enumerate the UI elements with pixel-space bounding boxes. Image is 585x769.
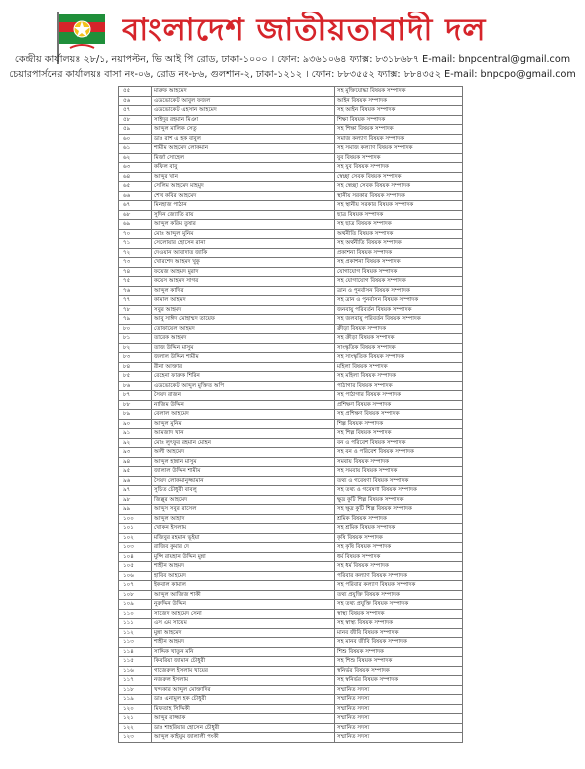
table-row bbox=[119, 647, 463, 657]
serial-number-cell: ১০৫ bbox=[119, 562, 152, 572]
member-name-cell: ডাঃ শাহরিয়ার হোসেন চৌধুরী bbox=[152, 723, 335, 733]
member-name-cell: অলী আহমেদ bbox=[152, 448, 335, 458]
table-row bbox=[119, 676, 463, 686]
designation-cell: সহ অর্থনীতি বিষয়ক সম্পাদক bbox=[335, 239, 463, 249]
designation-cell: সহ যুব বিষয়ক সম্পাদক bbox=[335, 163, 463, 173]
member-name-cell: ডাঃ এনামুল হক চৌধুরী bbox=[152, 695, 335, 705]
member-name-cell: হাবিব আহমেদ bbox=[152, 571, 335, 581]
designation-cell: মানব জীবি বিষয়ক সম্পাদক bbox=[335, 628, 463, 638]
serial-number-cell: ১১৮ bbox=[119, 685, 152, 695]
serial-number-cell: ৫৬ bbox=[119, 96, 152, 106]
serial-number-cell: ১০৬ bbox=[119, 571, 152, 581]
serial-number-cell: ৭১ bbox=[119, 239, 152, 249]
table-row bbox=[119, 467, 463, 477]
designation-cell: আইন বিষয়ক সম্পাদক bbox=[335, 96, 463, 106]
member-name-cell: মুন্সি রায়হান উদ্দিন মুন্না bbox=[152, 552, 335, 562]
member-name-cell: মির্জা সোহেল bbox=[152, 153, 335, 163]
table-row bbox=[119, 201, 463, 211]
designation-cell: সহ জলবায়ু পরিবর্তন বিষয়ক সম্পাদক bbox=[335, 315, 463, 325]
designation-cell: সহ যোগাযোগ বিষয়ক সম্পাদক bbox=[335, 277, 463, 287]
member-name-cell: ফয়েজ আহমদ মুরাদ bbox=[152, 267, 335, 277]
designation-cell: সম্মানিত সদস্য bbox=[335, 714, 463, 724]
table-row bbox=[119, 628, 463, 638]
serial-number-cell: ৯২ bbox=[119, 438, 152, 448]
member-name-cell: রীনা আক্তার bbox=[152, 362, 335, 372]
designation-cell: সহ স্বাস্থ্য বিষয়ক সম্পাদক bbox=[335, 619, 463, 629]
central-office-address: কেন্দ্রীয় কার্যালয়ঃ ২৮/১, নয়াপল্টন, ভি আই পি রোড, ঢাকা-১০০০ । ফোন: ৯৩৬১০৬৪ ফ্যাক্স: ৮৩১৮৬৮৭ E-mail: bnpcentral@gmail.com bbox=[14, 54, 571, 65]
serial-number-cell: ৭৮ bbox=[119, 305, 152, 315]
member-name-cell: কিবরিয়া জামান চৌধুরী bbox=[152, 657, 335, 667]
designation-cell: সহ ক্ষুদ্র কুটি শিল্প বিষয়ক সম্পাদক bbox=[335, 505, 463, 515]
serial-number-cell: ৭৭ bbox=[119, 296, 152, 306]
table-row bbox=[119, 590, 463, 600]
member-name-cell: নাজিম উদ্দিন bbox=[152, 400, 335, 410]
member-name-cell: মারুফ আহমেদ bbox=[152, 87, 335, 97]
member-name-cell: খোকন ইসলাম bbox=[152, 524, 335, 534]
designation-cell: সম্মানিত সদস্য bbox=[335, 733, 463, 743]
serial-number-cell: ৯৬ bbox=[119, 476, 152, 486]
serial-number-cell: ১০৭ bbox=[119, 581, 152, 591]
member-name-cell: সেলোয়ার হোসেন রানা bbox=[152, 239, 335, 249]
table-row bbox=[119, 305, 463, 315]
designation-cell: সহ শিশু বিষয়ক সম্পাদক bbox=[335, 657, 463, 667]
serial-number-cell: ৯৯ bbox=[119, 505, 152, 515]
serial-number-cell: ৬৮ bbox=[119, 210, 152, 220]
table-row bbox=[119, 258, 463, 268]
table-row bbox=[119, 524, 463, 534]
table-row bbox=[119, 153, 463, 163]
serial-number-cell: ১১৬ bbox=[119, 666, 152, 676]
table-row bbox=[119, 115, 463, 125]
member-name-cell: সুদিন জ্যোতি রায় bbox=[152, 210, 335, 220]
table-row bbox=[119, 695, 463, 705]
designation-cell: মহিলা বিষয়ক সম্পাদক bbox=[335, 362, 463, 372]
designation-cell: পরিবার কল্যাণ বিষয়ক সম্পাদক bbox=[335, 571, 463, 581]
table-row bbox=[119, 448, 463, 458]
table-row bbox=[119, 685, 463, 695]
designation-cell: জনবায়ু পরিবর্তন বিষয়ক সম্পাদক bbox=[335, 305, 463, 315]
table-row bbox=[119, 210, 463, 220]
designation-cell: সহ তথ্য ও গবেষণা বিষয়ক সম্পাদক bbox=[335, 486, 463, 496]
member-name-cell: তাজ উদ্দিন মাসুম bbox=[152, 343, 335, 353]
designation-cell: যুব বিষয়ক সম্পাদক bbox=[335, 153, 463, 163]
table-row bbox=[119, 391, 463, 401]
table-row bbox=[119, 96, 463, 106]
member-name-cell: জিল্লুর আহমেদ bbox=[152, 495, 335, 505]
serial-number-cell: ১০১ bbox=[119, 524, 152, 534]
member-name-cell: শামীম আহমেদ লোকমান bbox=[152, 144, 335, 154]
designation-cell: সহ শিল্প বিষয়ক সম্পাদক bbox=[335, 429, 463, 439]
member-name-cell: সেলিম আহমেদ মাহমুদ bbox=[152, 182, 335, 192]
member-name-cell: মোঃ আব্দুল মুনিম bbox=[152, 229, 335, 239]
member-name-cell: আব্দুল কাইয়ুম জালালী পংকী bbox=[152, 733, 335, 743]
serial-number-cell: ৬৩ bbox=[119, 163, 152, 173]
serial-number-cell: ১১২ bbox=[119, 628, 152, 638]
member-name-cell: সাদ্দিক খাতুন মনি bbox=[152, 647, 335, 657]
serial-number-cell: ১০৯ bbox=[119, 600, 152, 610]
table-row bbox=[119, 324, 463, 334]
letterhead bbox=[0, 0, 585, 100]
member-name-cell: রেহেনা ফারুক শিরিন bbox=[152, 372, 335, 382]
table-row bbox=[119, 581, 463, 591]
table-row bbox=[119, 191, 463, 201]
designation-cell: সাংস্কৃতিক বিষয়ক সম্পাদক bbox=[335, 343, 463, 353]
serial-number-cell: ৮২ bbox=[119, 343, 152, 353]
member-name-cell: সাইদুর রহমান মিঞা bbox=[152, 115, 335, 125]
serial-number-cell: ৯৭ bbox=[119, 486, 152, 496]
table-row bbox=[119, 733, 463, 743]
designation-cell: সমাজ কল্যাণ বিষয়ক সম্পাদক bbox=[335, 134, 463, 144]
member-name-cell: এডভোকেট আব্দুল মুক্তিত অপি bbox=[152, 381, 335, 391]
designation-cell: প্রকাশনা বিষয়ক সম্পাদক bbox=[335, 248, 463, 258]
designation-cell: যোগাযোগ বিষয়ক সম্পাদক bbox=[335, 267, 463, 277]
serial-number-cell: ৬৯ bbox=[119, 220, 152, 230]
table-row bbox=[119, 381, 463, 391]
member-name-cell: শাহীন আহমদ bbox=[152, 638, 335, 648]
table-row bbox=[119, 562, 463, 572]
designation-cell: সহ মহিলা বিষয়ক সম্পাদক bbox=[335, 372, 463, 382]
designation-cell: স্থানীয় সরকার বিষয়ক সম্পাদক bbox=[335, 191, 463, 201]
serial-number-cell: ৫৭ bbox=[119, 106, 152, 116]
serial-number-cell: ১১৯ bbox=[119, 695, 152, 705]
member-name-cell: জালাল উদ্দিন শামীম bbox=[152, 467, 335, 477]
serial-number-cell: ১০৩ bbox=[119, 543, 152, 553]
table-row bbox=[119, 638, 463, 648]
designation-cell: শিশু বিষয়ক সম্পাদক bbox=[335, 647, 463, 657]
member-name-cell: এডভোকেট আবুল ফজল bbox=[152, 96, 335, 106]
table-row bbox=[119, 134, 463, 144]
designation-cell: সহ শ্রমিক বিষয়ক সম্পাদক bbox=[335, 524, 463, 534]
member-name-cell: আমজাদ খান bbox=[152, 429, 335, 439]
chairperson-office-address: চেয়ারপার্সনের কার্যালয়ঃ বাসা নং-০৬, রোড নং-৮৬, গুলশান-২, ঢাকা-১২১২ । ফোন: ৮৮৩৫৫২ ফ্যাক্স: ৮৮৪৩৫২ E-mail: bnpcpo@gmail.com bbox=[9, 69, 576, 80]
member-name-cell: কয়েস আহমদ সাগর bbox=[152, 277, 335, 287]
table-row bbox=[119, 410, 463, 420]
designation-cell: ছাত্র বিষয়ক সম্পাদক bbox=[335, 210, 463, 220]
designation-cell: সহ ক্রীড়া বিষয়ক সম্পাদক bbox=[335, 334, 463, 344]
serial-number-cell: ৮০ bbox=[119, 324, 152, 334]
designation-cell: সহ স্বনির্ভর বিষয়ক সম্পাদক bbox=[335, 676, 463, 686]
table-row bbox=[119, 163, 463, 173]
serial-number-cell: ১১০ bbox=[119, 609, 152, 619]
table-row bbox=[119, 353, 463, 363]
member-name-cell: আব্দুল মুনিম bbox=[152, 419, 335, 429]
designation-cell: স্বনির্ভর বিষয়ক সম্পাদক bbox=[335, 666, 463, 676]
table-row bbox=[119, 514, 463, 524]
designation-cell: সহ মানব জীবি বিষয়ক সম্পাদক bbox=[335, 638, 463, 648]
serial-number-cell: ১০২ bbox=[119, 533, 152, 543]
serial-number-cell: ৮৪ bbox=[119, 362, 152, 372]
table-row bbox=[119, 267, 463, 277]
member-name-cell: সাজেদ আহমেদ সেনা bbox=[152, 609, 335, 619]
table-row bbox=[119, 457, 463, 467]
designation-cell: সম্মানিত সদস্য bbox=[335, 704, 463, 714]
designation-cell: সহ সমবায় বিষয়ক সম্পাদক bbox=[335, 467, 463, 477]
serial-number-cell: ১১১ bbox=[119, 619, 152, 629]
serial-number-cell: ১১৫ bbox=[119, 657, 152, 667]
designation-cell: সমবায় বিষয়ক সম্পাদক bbox=[335, 457, 463, 467]
member-name-cell: ডাঃ রাশ এ হক বাবুল bbox=[152, 134, 335, 144]
member-name-cell: সৈয়দ লোকমানুজ্জামান bbox=[152, 476, 335, 486]
member-name-cell: বেলাল আহমেদ bbox=[152, 410, 335, 420]
designation-cell: সহ ছাত্র বিষয়ক সম্পাদক bbox=[335, 220, 463, 230]
serial-number-cell: ৬৬ bbox=[119, 191, 152, 201]
table-row bbox=[119, 704, 463, 714]
serial-number-cell: ৫৮ bbox=[119, 115, 152, 125]
member-name-cell: রাজিব কুমার দে bbox=[152, 543, 335, 553]
designation-cell: সহ মুক্তিযোদ্ধা বিষয়ক সম্পাদক bbox=[335, 87, 463, 97]
member-name-cell: মুন্না আহমেদ bbox=[152, 628, 335, 638]
designation-cell: সহ সমাজ কল্যাণ বিষয়ক সম্পাদক bbox=[335, 144, 463, 154]
member-name-cell: তোফায়েল আহমদ bbox=[152, 324, 335, 334]
serial-number-cell: ৮৮ bbox=[119, 400, 152, 410]
designation-cell: সহ তথ্য প্রযুক্তি বিষয়ক সম্পাদক bbox=[335, 600, 463, 610]
designation-cell: প্রশিক্ষণ বিষয়ক সম্পাদক bbox=[335, 400, 463, 410]
designation-cell: সহ কৃষি বিষয়ক সম্পাদক bbox=[335, 543, 463, 553]
serial-number-cell: ৮৩ bbox=[119, 353, 152, 363]
designation-cell: শিল্প বিষয়ক সম্পাদক bbox=[335, 419, 463, 429]
serial-number-cell: ৭৩ bbox=[119, 258, 152, 268]
serial-number-cell: ৮৭ bbox=[119, 391, 152, 401]
serial-number-cell: ১০৪ bbox=[119, 552, 152, 562]
designation-cell: শিক্ষা বিষয়ক সম্পাদক bbox=[335, 115, 463, 125]
serial-number-cell: ৭৯ bbox=[119, 315, 152, 325]
serial-number-cell: ৫৫ bbox=[119, 87, 152, 97]
serial-number-cell: ৬৪ bbox=[119, 172, 152, 182]
serial-number-cell: ১১৭ bbox=[119, 676, 152, 686]
serial-number-cell: ৮১ bbox=[119, 334, 152, 344]
table-row bbox=[119, 87, 463, 97]
member-name-cell: সুচিত চৌধুরী বাবলু bbox=[152, 486, 335, 496]
member-name-cell: খোরশেদ আহমদ খুকু bbox=[152, 258, 335, 268]
designation-cell: সহ স্বেচ্ছা সেবক বিষয়ক সম্পাদক bbox=[335, 182, 463, 192]
serial-number-cell: ৬২ bbox=[119, 153, 152, 163]
table-row bbox=[119, 286, 463, 296]
table-row bbox=[119, 343, 463, 353]
serial-number-cell: ৬০ bbox=[119, 134, 152, 144]
designation-cell: ত্রান ও পুনর্বাসন বিষয়ক সম্পাদক bbox=[335, 286, 463, 296]
table-row bbox=[119, 657, 463, 667]
serial-number-cell: ৫৯ bbox=[119, 125, 152, 135]
member-name-cell: নজরুল ইসলাম bbox=[152, 676, 335, 686]
serial-number-cell: ১২৩ bbox=[119, 733, 152, 743]
table-row bbox=[119, 125, 463, 135]
member-name-cell: জলাল উদ্দিন শামীম bbox=[152, 353, 335, 363]
designation-cell: সম্মানিত সদস্য bbox=[335, 685, 463, 695]
table-row bbox=[119, 400, 463, 410]
party-name-banner: বাংলাদেশ জাতীয়তাবাদী দল bbox=[122, 12, 487, 48]
serial-number-cell: ৬৫ bbox=[119, 182, 152, 192]
member-name-cell: আব্দুস সবুর রাসেল bbox=[152, 505, 335, 515]
member-name-cell: আব্দুল কাদির bbox=[152, 286, 335, 296]
member-name-cell: তারেক আহমদ bbox=[152, 334, 335, 344]
serial-number-cell: ৯৫ bbox=[119, 467, 152, 477]
table-row bbox=[119, 619, 463, 629]
member-name-cell: আবু সাঈদ মোহাম্মদ তায়েফ bbox=[152, 315, 335, 325]
table-row bbox=[119, 505, 463, 515]
designation-cell: সহ আইন বিষয়ক সম্পাদক bbox=[335, 106, 463, 116]
serial-number-cell: ৮৬ bbox=[119, 381, 152, 391]
designation-cell: পাঠাগার বিষয়ক সম্পাদক bbox=[335, 381, 463, 391]
table-row bbox=[119, 543, 463, 553]
designation-cell: ক্ষুদ্র কুটি শিল্প বিষয়ক সম্পাদক bbox=[335, 495, 463, 505]
serial-number-cell: ৯৮ bbox=[119, 495, 152, 505]
member-name-cell: আব্দুল মালিক সেতু bbox=[152, 125, 335, 135]
member-name-cell: নুরুদ্দিন উদ্দিন bbox=[152, 600, 335, 610]
designation-cell: সহ পরিবার কল্যাণ বিষয়ক সম্পাদক bbox=[335, 581, 463, 591]
serial-number-cell: ৭৪ bbox=[119, 267, 152, 277]
table-row bbox=[119, 182, 463, 192]
member-name-cell: আব্দুল করিম তুষার bbox=[152, 220, 335, 230]
serial-number-cell: ৬১ bbox=[119, 144, 152, 154]
designation-cell: অর্থনীতি বিষয়ক সম্পাদক bbox=[335, 229, 463, 239]
serial-number-cell: ৯০ bbox=[119, 419, 152, 429]
member-name-cell: মিফতাহ সিদ্দিকী bbox=[152, 704, 335, 714]
member-name-cell: সৈয়দ রাজন bbox=[152, 391, 335, 401]
designation-cell: ক্রীড়া বিষয়ক সম্পাদক bbox=[335, 324, 463, 334]
member-name-cell: খন্দকার আব্দুল মোক্তাদির bbox=[152, 685, 335, 695]
serial-number-cell: ৯৪ bbox=[119, 457, 152, 467]
member-name-cell: শেখ কবির আহমেদ bbox=[152, 191, 335, 201]
designation-cell: সহ প্রকাশনা বিষয়ক সম্পাদক bbox=[335, 258, 463, 268]
table-row bbox=[119, 172, 463, 182]
member-name-cell: কফিল বাবু bbox=[152, 163, 335, 173]
table-row bbox=[119, 495, 463, 505]
member-name-cell: দেওয়ান আবাদাত জাকি bbox=[152, 248, 335, 258]
designation-cell: সহ ত্রান ও পুনর্বাসন বিষয়ক সম্পাদক bbox=[335, 296, 463, 306]
serial-number-cell: ৭৬ bbox=[119, 286, 152, 296]
designation-cell: বন ও পরিবেশ বিষয়ক সম্পাদক bbox=[335, 438, 463, 448]
table-row bbox=[119, 334, 463, 344]
table-row bbox=[119, 723, 463, 733]
table-row bbox=[119, 600, 463, 610]
member-name-cell: এডভোকেট এহসান আহমেদ bbox=[152, 106, 335, 116]
designation-cell: তথ্য প্রযুক্তি বিষয়ক সম্পাদক bbox=[335, 590, 463, 600]
serial-number-cell: ১২০ bbox=[119, 704, 152, 714]
table-row bbox=[119, 486, 463, 496]
serial-number-cell: ৭০ bbox=[119, 229, 152, 239]
serial-number-cell: ৮৯ bbox=[119, 410, 152, 420]
table-row bbox=[119, 239, 463, 249]
serial-number-cell: ১১৩ bbox=[119, 638, 152, 648]
designation-cell: সহ পাঠাগার বিষয়ক সম্পাদক bbox=[335, 391, 463, 401]
designation-cell: তথ্য ও গবেষণা বিষয়ক সম্পাদক bbox=[335, 476, 463, 486]
table-row bbox=[119, 362, 463, 372]
committee-table-container bbox=[118, 86, 462, 767]
serial-number-cell: ৮৫ bbox=[119, 372, 152, 382]
designation-cell: স্বেচ্ছা সেবক বিষয়ক সম্পাদক bbox=[335, 172, 463, 182]
member-name-cell: আব্দুর খান bbox=[152, 172, 335, 182]
serial-number-cell: ৭২ bbox=[119, 248, 152, 258]
table-row bbox=[119, 429, 463, 439]
member-name-cell: শাহীন আহমদ bbox=[152, 562, 335, 572]
serial-number-cell: ৯৩ bbox=[119, 448, 152, 458]
serial-number-cell: ১২২ bbox=[119, 723, 152, 733]
member-name-cell: কামাল আহমদ bbox=[152, 296, 335, 306]
member-name-cell: আব্দুর রাজ্জাক bbox=[152, 714, 335, 724]
table-row bbox=[119, 533, 463, 543]
designation-cell: শ্রমিক বিষয়ক সম্পাদক bbox=[335, 514, 463, 524]
table-row bbox=[119, 220, 463, 230]
serial-number-cell: ১১৪ bbox=[119, 647, 152, 657]
serial-number-cell: ৭৫ bbox=[119, 277, 152, 287]
member-name-cell: মিনহাজ পাঠান bbox=[152, 201, 335, 211]
table-row bbox=[119, 476, 463, 486]
member-name-cell: ইকবাল কামাল bbox=[152, 581, 335, 591]
designation-cell: সহ শিক্ষা বিষয়ক সম্পাদক bbox=[335, 125, 463, 135]
member-name-cell: আব্দুল আজিজ শাকী bbox=[152, 590, 335, 600]
serial-number-cell: ১০৮ bbox=[119, 590, 152, 600]
table-row bbox=[119, 552, 463, 562]
table-row bbox=[119, 666, 463, 676]
member-name-cell: মজিবুর রহমান ভূইয়া bbox=[152, 533, 335, 543]
serial-number-cell: ১০০ bbox=[119, 514, 152, 524]
designation-cell: সহ স্থানীয় সরকার বিষয়ক সম্পাদক bbox=[335, 201, 463, 211]
table-row bbox=[119, 714, 463, 724]
designation-cell: সহ প্রশিক্ষণ বিষয়ক সম্পাদক bbox=[335, 410, 463, 420]
table-row bbox=[119, 609, 463, 619]
table-row bbox=[119, 277, 463, 287]
member-name-cell: গাজেরুল ইসলাম খায়ের bbox=[152, 666, 335, 676]
table-row bbox=[119, 372, 463, 382]
designation-cell: সম্মানিত সদস্য bbox=[335, 723, 463, 733]
member-name-cell: সবুর আহমদ bbox=[152, 305, 335, 315]
table-row bbox=[119, 419, 463, 429]
table-row bbox=[119, 315, 463, 325]
designation-cell: সম্মানিত সদস্য bbox=[335, 695, 463, 705]
designation-cell: সহ ধর্ম বিষয়ক সম্পাদক bbox=[335, 562, 463, 572]
designation-cell: ধর্ম বিষয়ক সম্পাদক bbox=[335, 552, 463, 562]
member-name-cell: এস এম সায়েম bbox=[152, 619, 335, 629]
table-row bbox=[119, 438, 463, 448]
member-name-cell: আব্দুল আহাদ bbox=[152, 514, 335, 524]
table-row bbox=[119, 144, 463, 154]
committee-table bbox=[118, 86, 463, 743]
designation-cell: কৃষি বিষয়ক সম্পাদক bbox=[335, 533, 463, 543]
table-row bbox=[119, 106, 463, 116]
table-row bbox=[119, 248, 463, 258]
member-name-cell: মোঃ লুৎফুর রহমান মোহন bbox=[152, 438, 335, 448]
table-row bbox=[119, 571, 463, 581]
table-row bbox=[119, 296, 463, 306]
designation-cell: সহ সাংস্কৃতিক বিষয়ক সম্পাদক bbox=[335, 353, 463, 363]
designation-cell: সহ বন ও পরিবেশ বিষয়ক সম্পাদক bbox=[335, 448, 463, 458]
serial-number-cell: ১২১ bbox=[119, 714, 152, 724]
table-row bbox=[119, 229, 463, 239]
serial-number-cell: ৬৭ bbox=[119, 201, 152, 211]
member-name-cell: আব্দুল হান্নান মাসুম bbox=[152, 457, 335, 467]
serial-number-cell: ৯১ bbox=[119, 429, 152, 439]
designation-cell: স্বাস্থ্য বিষয়ক সম্পাদক bbox=[335, 609, 463, 619]
